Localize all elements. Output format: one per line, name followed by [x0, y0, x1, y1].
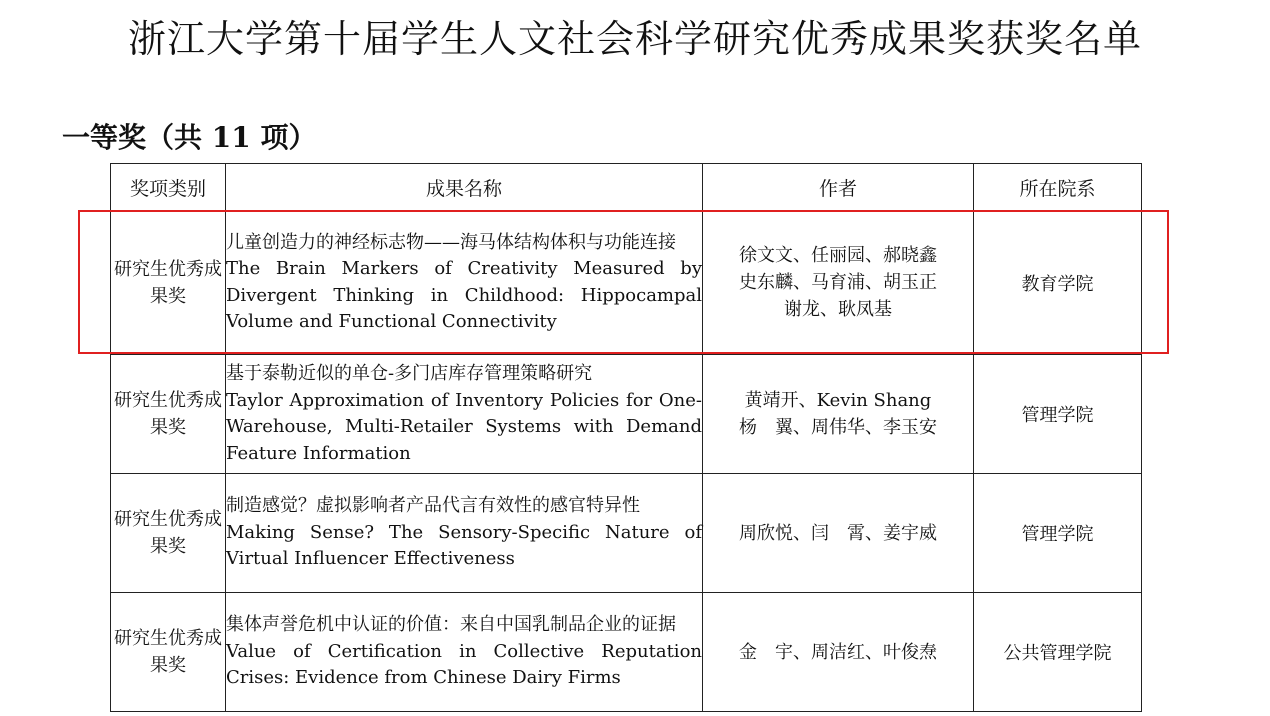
row-authors: [703, 211, 974, 355]
header-category: 奖项类别: [111, 164, 226, 211]
authors-line: 金 宇、周洁红、叶俊焘: [739, 641, 937, 663]
title-en: Making Sense? The Sensory-Specific Nature of Virtual Influencer Effectiveness: [226, 521, 702, 570]
row-title: [226, 474, 703, 593]
authors-line: 徐文文、任丽园、郝晓鑫: [739, 245, 937, 266]
row-authors: [703, 593, 974, 712]
authors-line: 周欣悦、闫 霄、姜宇威: [739, 522, 937, 544]
title-en: Taylor Approximation of Inventory Policies for One-Warehouse, Multi-Retailer Systems with Demand Feature Information: [226, 389, 702, 464]
table-row: [111, 474, 1142, 593]
row-department: 管理学院: [974, 355, 1142, 474]
row-category: 研究生优秀成果奖: [111, 593, 226, 712]
row-title: [226, 211, 703, 355]
authors-line: 谢龙、耿凤基: [784, 299, 892, 320]
table-row: [111, 355, 1142, 474]
row-department: 管理学院: [974, 474, 1142, 593]
row-title: [226, 593, 703, 712]
row-title: [226, 355, 703, 474]
row-department: 教育学院: [974, 211, 1142, 355]
row-category: 研究生优秀成果奖: [111, 474, 226, 593]
authors-line: 史东麟、马育浦、胡玉正: [739, 272, 937, 293]
row-category: 研究生优秀成果奖: [111, 211, 226, 355]
row-category: 研究生优秀成果奖: [111, 355, 226, 474]
table-row: [111, 211, 1142, 355]
title-zh: 儿童创造力的神经标志物——海马体结构体积与功能连接: [226, 231, 676, 253]
title-zh: 集体声誉危机中认证的价值：来自中国乳制品企业的证据: [226, 614, 676, 636]
section-heading: 一等奖（共 11 项）: [62, 121, 317, 154]
title-en: The Brain Markers of Creativity Measured by Divergent Thinking in Childhood: Hippocampal Volume and Functional Connectivity: [226, 258, 702, 332]
authors-line: 杨 翼、周伟华、李玉安: [739, 417, 937, 438]
document-title: 浙江大学第十届学生人文社会科学研究优秀成果奖获奖名单: [127, 17, 1142, 61]
header-title: 成果名称: [226, 164, 703, 211]
header-department: 所在院系: [974, 164, 1142, 211]
row-authors: [703, 474, 974, 593]
title-zh: 基于泰勒近似的单仓-多门店库存管理策略研究: [226, 363, 593, 384]
authors-line: 黄靖开、Kevin Shang: [744, 390, 932, 411]
table-header-row: [111, 164, 1142, 211]
title-zh: 制造感觉？虚拟影响者产品代言有效性的感官特异性: [226, 495, 640, 517]
row-authors: [703, 355, 974, 474]
table-row: [111, 593, 1142, 712]
awards-table: [110, 163, 1142, 712]
title-en: Value of Certification in Collective Reputation Crises: Evidence from Chinese Dairy Firms: [226, 640, 702, 689]
header-authors: 作者: [703, 164, 974, 211]
row-department: 公共管理学院: [974, 593, 1142, 712]
